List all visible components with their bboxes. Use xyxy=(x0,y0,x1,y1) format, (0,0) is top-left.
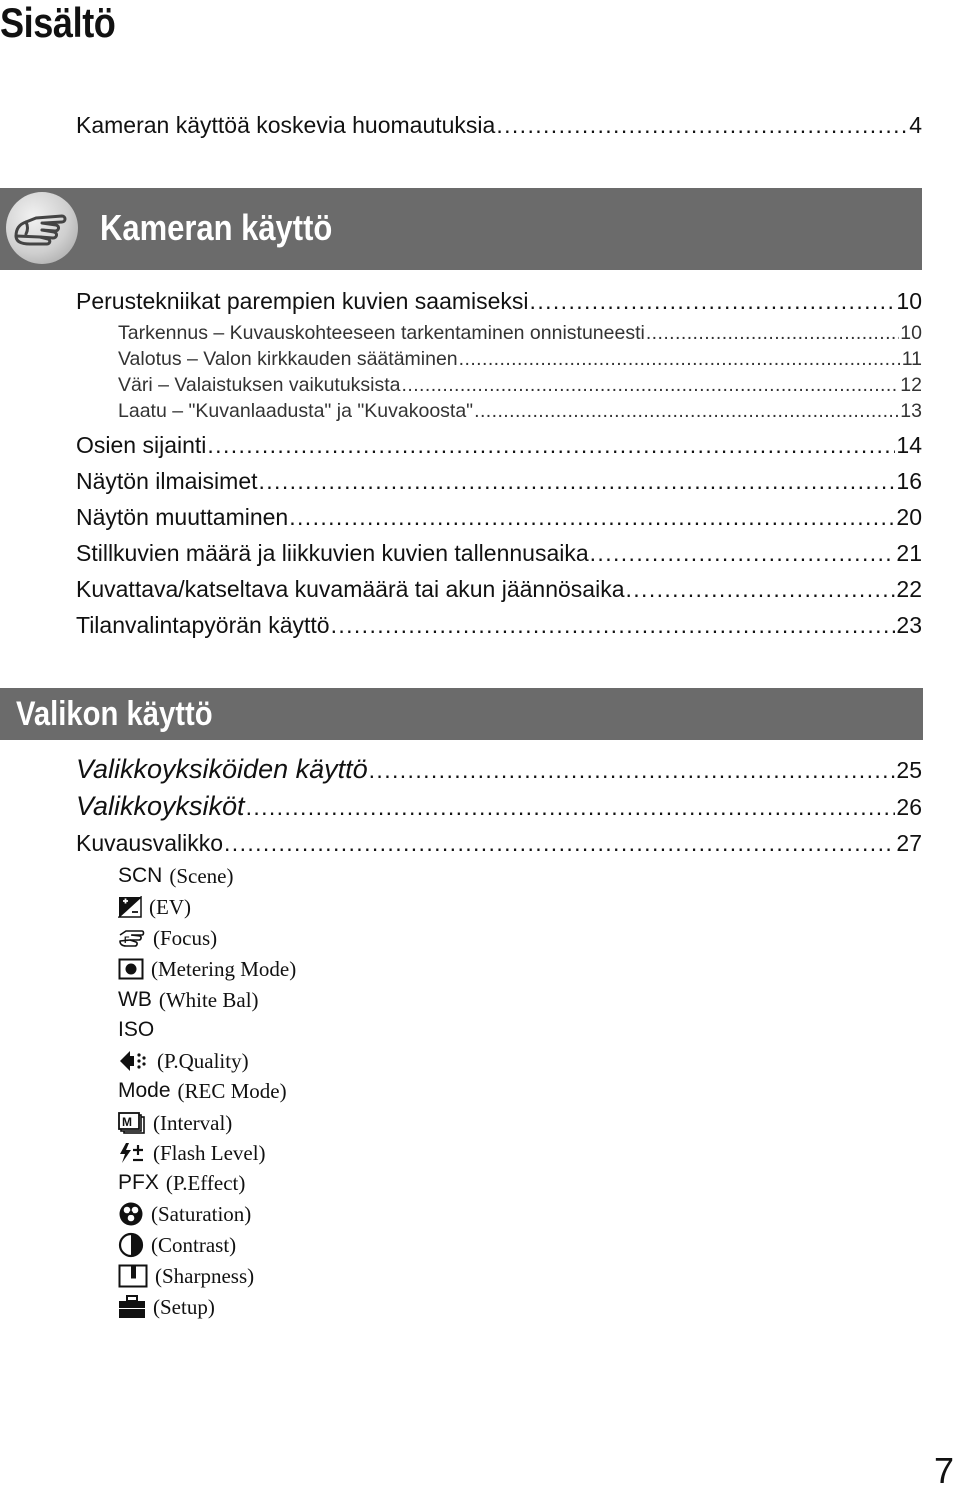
menu-item-contrast[interactable] xyxy=(118,1231,236,1259)
focus-icon xyxy=(118,927,146,949)
item-label: (REC Mode) xyxy=(177,1078,287,1103)
toc-page-number: 21 xyxy=(896,540,922,566)
svg-text:F: F xyxy=(124,935,130,945)
section-header-kameran-kaytto xyxy=(0,188,922,270)
toc-page-number: 23 xyxy=(896,612,922,638)
toc-subentry[interactable] xyxy=(118,348,922,371)
dot-leader xyxy=(369,757,896,784)
toc-entry-text: Osien sijainti xyxy=(76,432,207,458)
saturation-icon xyxy=(118,1201,144,1227)
toc-page-number: 11 xyxy=(901,348,922,370)
toc-entry[interactable] xyxy=(76,791,922,822)
toc-page-number: 25 xyxy=(896,757,922,783)
dot-leader xyxy=(646,322,899,345)
menu-item-metering[interactable] xyxy=(118,955,296,983)
dot-leader xyxy=(224,830,895,857)
menu-item-flash-level[interactable] xyxy=(118,1139,266,1167)
toc-page-number: 10 xyxy=(900,322,922,344)
dot-leader xyxy=(530,288,896,315)
toc-entry-text: Valikkoyksiköt xyxy=(76,791,245,821)
toc-page-number: 13 xyxy=(900,400,922,422)
toc-page-number: 20 xyxy=(896,504,922,530)
toc-subentry[interactable] xyxy=(118,400,922,423)
toc-entry[interactable] xyxy=(76,504,922,531)
menu-item-saturation[interactable] xyxy=(118,1200,251,1228)
item-prefix: SCN xyxy=(118,864,163,887)
dot-leader xyxy=(331,612,896,639)
item-label: (EV) xyxy=(149,894,191,919)
toc-entry-text: Näytön muuttaminen xyxy=(76,504,289,530)
section-header-valikon-kaytto xyxy=(0,688,923,740)
interval-icon xyxy=(118,1111,146,1135)
toc-page-number: 16 xyxy=(896,468,922,494)
item-label: (Sharpness) xyxy=(155,1263,255,1288)
toc-subentry[interactable] xyxy=(118,374,922,397)
toc-entry[interactable] xyxy=(76,612,922,639)
item-label: (White Bal) xyxy=(158,987,259,1012)
toc-entry-text: Kameran käyttöä koskevia huomautuksia xyxy=(76,112,496,138)
toc-page-number: 14 xyxy=(896,432,922,458)
toc-entry[interactable] xyxy=(76,540,922,567)
item-label: (Contrast) xyxy=(151,1232,237,1257)
item-label: (Flash Level) xyxy=(153,1140,266,1165)
dot-leader xyxy=(207,432,895,459)
toc-page-number: 27 xyxy=(896,830,922,856)
toc-page-number: 12 xyxy=(900,374,922,396)
toc-entry-text: Stillkuvien määrä ja liikkuvien kuvien tallennusaika xyxy=(76,540,589,566)
dot-leader xyxy=(289,504,895,531)
menu-item-ev[interactable] xyxy=(118,893,191,921)
dot-leader xyxy=(402,374,900,397)
toc-entry[interactable] xyxy=(76,432,922,459)
toc-subentry[interactable] xyxy=(118,322,922,345)
item-label: (Focus) xyxy=(153,925,218,950)
toc-entry[interactable] xyxy=(76,830,922,857)
dot-leader xyxy=(259,468,896,495)
toc-entry-text: Valotus – Valon kirkkauden säätäminen xyxy=(118,348,458,370)
menu-item-focus[interactable] xyxy=(118,924,217,952)
menu-item-white-balance[interactable] xyxy=(118,986,259,1014)
menu-item-iso[interactable] xyxy=(118,1016,154,1044)
toc-page-number: 22 xyxy=(896,576,922,602)
item-label: (Metering Mode) xyxy=(151,956,297,981)
item-label: (Saturation) xyxy=(151,1201,252,1226)
toc-page-number: 26 xyxy=(896,794,922,820)
menu-item-picture-quality[interactable] xyxy=(118,1047,249,1075)
toc-page-number: 10 xyxy=(896,288,922,314)
item-prefix: Mode xyxy=(118,1079,171,1102)
item-prefix: WB xyxy=(118,988,152,1011)
setup-toolbox-icon xyxy=(118,1295,146,1319)
dot-leader xyxy=(626,576,896,603)
toc-entry-text: Kuvausvalikko xyxy=(76,830,224,856)
item-label: (Setup) xyxy=(153,1294,215,1319)
toc-entry[interactable] xyxy=(76,576,922,603)
dot-leader xyxy=(459,348,901,371)
toc-entry-text: Valikkoyksiköiden käyttö xyxy=(76,754,368,784)
dot-leader xyxy=(496,112,908,139)
toc-entry-text: Laatu – "Kuvanlaadusta" ja "Kuvakoosta" xyxy=(118,400,474,422)
section-title: Kameran käyttö xyxy=(100,207,333,248)
menu-item-setup[interactable] xyxy=(118,1293,215,1321)
toc-entry-text: Perustekniikat parempien kuvien saamiseksi xyxy=(76,288,529,314)
contrast-icon xyxy=(118,1232,144,1258)
item-prefix: PFX xyxy=(118,1171,159,1194)
menu-item-p-effect[interactable] xyxy=(118,1169,245,1197)
menu-item-interval[interactable] xyxy=(118,1109,232,1137)
toc-entry-text: Väri – Valaistuksen vaikutuksista xyxy=(118,374,401,396)
page-title: Sisältö xyxy=(0,0,116,46)
toc-entry-text: Näytön ilmaisimet xyxy=(76,468,258,494)
page-number: 7 xyxy=(933,1450,954,1491)
pointing-hand-icon xyxy=(6,192,78,264)
toc-entry[interactable] xyxy=(76,754,922,785)
menu-item-scene[interactable] xyxy=(118,862,233,890)
item-label: (Scene) xyxy=(169,863,234,888)
section-title: Valikon käyttö xyxy=(16,695,213,733)
svg-text:M: M xyxy=(122,1115,132,1129)
toc-entry[interactable] xyxy=(76,468,922,495)
metering-icon xyxy=(118,958,144,980)
exposure-icon xyxy=(118,896,142,918)
toc-entry-intro[interactable] xyxy=(76,112,922,139)
dot-leader xyxy=(474,400,899,423)
dot-leader xyxy=(590,540,896,567)
item-prefix: ISO xyxy=(118,1018,155,1041)
item-label: (P.Quality) xyxy=(157,1048,249,1073)
item-label: (Interval) xyxy=(153,1110,233,1135)
menu-item-rec-mode[interactable] xyxy=(118,1077,287,1105)
menu-item-sharpness[interactable] xyxy=(118,1262,254,1290)
item-label: (P.Effect) xyxy=(165,1170,246,1195)
toc-page-number: 4 xyxy=(909,112,922,138)
toc-entry-text: Tarkennus – Kuvauskohteeseen tarkentaminen onnistuneesti xyxy=(118,322,645,344)
toc-entry-text: Tilanvalintapyörän käyttö xyxy=(76,612,330,638)
sharpness-icon xyxy=(118,1264,148,1288)
picture-quality-icon xyxy=(118,1049,150,1073)
flash-level-icon xyxy=(118,1142,146,1164)
toc-entry-text: Kuvattava/katseltava kuvamäärä tai akun jäännösaika xyxy=(76,576,625,602)
toc-entry[interactable] xyxy=(76,288,922,315)
dot-leader xyxy=(246,794,896,821)
